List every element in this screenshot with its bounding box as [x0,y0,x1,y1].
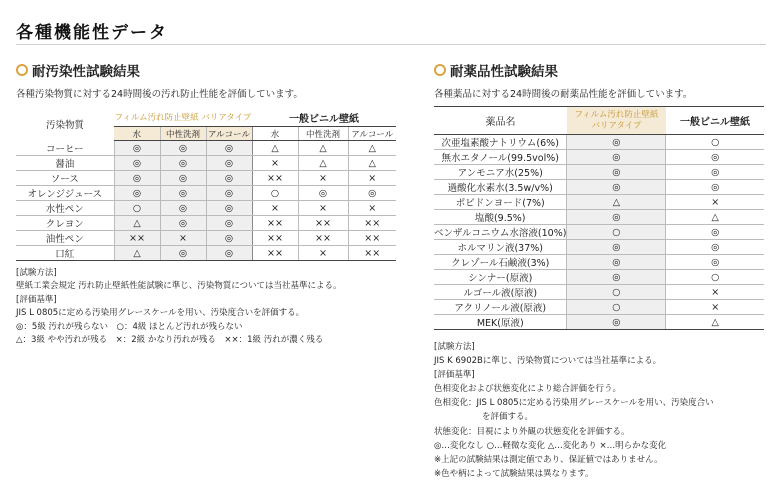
note-line: [評価基準] [16,294,57,305]
subcol-header: 中性洗剤 [298,127,348,141]
stain-rating-cell: ◎ [298,186,348,201]
stain-rating-cell: △ [114,216,160,231]
chem-row [434,315,764,330]
stain-row [16,231,396,246]
stain-rating-cell: ◎ [114,186,160,201]
chem-row [434,270,764,285]
stain-row [16,186,396,201]
stain-row-name: 水性ペン [16,201,114,216]
stain-row-name: オレンジジュース [16,186,114,201]
chem-notes [434,340,764,481]
stain-table [16,108,396,261]
stain-rating-cell: ◎ [160,186,206,201]
chem-col-film [567,107,666,135]
note-line: JIS K 6902Bに準じ、汚染物質については当社基準による。 [434,356,662,367]
note-line: 状態変化：目視により外観の状態変化を評価する。 [434,426,630,437]
stain-heading-text: 耐汚染性試験結果 [32,64,140,80]
stain-rating-cell: ×× [298,231,348,246]
chem-col-vinyl: 一般ビニル壁紙 [666,107,764,135]
chem-row [434,285,764,300]
chem-row-name: MEK(原液) [434,315,567,330]
chem-row [434,240,764,255]
chem-film-rating: ◎ [567,255,666,270]
stain-rating-cell: × [298,201,348,216]
chem-film-rating: △ [567,195,666,210]
chem-film-rating: ○ [567,285,666,300]
stain-rating-cell: ◎ [206,141,252,156]
stain-rating-cell: ×× [252,216,298,231]
note-line: を評価する。 [482,412,534,423]
note-line: ※色や柄によって試験結果は異なります。 [434,468,594,479]
stain-rating-cell: ◎ [206,201,252,216]
note-line: [試験方法] [434,342,475,352]
chem-row-name: 塩酸(9.5%) [434,210,567,225]
chem-film-rating: ◎ [567,210,666,225]
note-line: JIS L 0805に定める汚染用グレースケールを用い、汚染度合いを評価する。 [16,308,305,319]
stain-rating-cell: △ [298,141,348,156]
chem-row-name: アンモニア水(25%) [434,165,567,180]
chem-row-name: 過酸化水素水(3.5w/v%) [434,180,567,195]
note-line: △：3級 やや汚れが残る ×：2級 かなり汚れが残る ××：1級 汚れが濃く残る [16,335,324,346]
note-line: 色相変化：JIS L 0805に定める汚染用グレースケールを用い、汚染度合い [434,398,714,409]
stain-rating-cell: ◎ [114,141,160,156]
chem-heading-text: 耐薬品性試験結果 [450,64,558,80]
stain-row [16,246,396,261]
chem-film-rating: ◎ [567,270,666,285]
stain-rating-cell: ◎ [160,156,206,171]
stain-rating-cell: △ [252,141,298,156]
stain-col-film: フィルム汚れ防止壁紙 バリアタイプ [114,113,252,123]
chem-row [434,165,764,180]
chem-row [434,150,764,165]
stain-rating-cell: ◎ [160,201,206,216]
stain-row-name: 醤油 [16,156,114,171]
stain-rating-cell: × [348,171,396,186]
chem-table [434,106,764,330]
subcol-header: アルコール [206,127,252,141]
chem-row [434,255,764,270]
stain-row [16,171,396,186]
chem-row-name: アクリノール液(原液) [434,300,567,315]
stain-rating-cell: ○ [114,201,160,216]
chem-film-rating: ○ [567,300,666,315]
stain-rating-cell: ×× [252,246,298,261]
note-line: ◎…変化なし ○…軽微な変化 △…変化あり ×…明らかな変化 [434,440,667,451]
chem-film-rating: ◎ [567,180,666,195]
chem-col-item: 薬品名 [434,107,567,135]
stain-rating-cell: × [252,156,298,171]
page-title: 各種機能性データ [16,23,168,43]
chem-vinyl-rating: △ [666,210,764,225]
stain-description: 各種汚染物質に対する24時間後の汚れ防止性能を評価しています。 [16,89,303,100]
chem-film-rating: ○ [567,225,666,240]
stain-rating-cell: ○ [252,186,298,201]
chem-vinyl-rating: × [666,195,764,210]
stain-col-vinyl: 一般ビニル壁紙 [289,113,359,125]
subcol-header: 中性洗剤 [160,127,206,141]
note-line: [試験方法] [16,268,57,278]
stain-rating-cell: ×× [348,231,396,246]
chem-row-name: 無水エタノール(99.5vol%) [434,150,567,165]
stain-rating-cell: △ [348,156,396,171]
chem-film-rating: ◎ [567,165,666,180]
circle-bullet-icon [434,64,446,76]
note-line: ◎：5級 汚れが残らない ○：4級 ほとんど汚れが残らない [16,321,243,332]
chem-row [434,300,764,315]
chem-section [434,60,764,481]
stain-row [16,201,396,216]
chem-vinyl-rating: ◎ [666,150,764,165]
subcol-header: 水 [252,127,298,141]
chem-vinyl-rating: ◎ [666,255,764,270]
chem-vinyl-rating: × [666,300,764,315]
chem-col-film-line2: バリアタイプ [591,120,642,131]
chem-vinyl-rating: ◎ [666,165,764,180]
chem-row-name: ベンザルコニウム水溶液(10%) [434,225,567,240]
subcol-header: アルコール [348,127,396,141]
stain-rating-cell: ×× [348,246,396,261]
stain-rating-cell: ◎ [160,141,206,156]
stain-row-name: クレヨン [16,216,114,231]
note-line: ※上記の試験結果は測定値であり、保証値ではありません。 [434,454,663,465]
chem-col-film-line1: フィルム汚れ防止壁紙 [574,109,659,120]
stain-rating-cell: △ [298,156,348,171]
chem-vinyl-rating: ◎ [666,240,764,255]
stain-row-name: 口紅 [16,246,114,261]
stain-rating-cell: △ [348,141,396,156]
stain-rating-cell: △ [114,246,160,261]
note-line: 壁紙工業会規定 汚れ防止壁紙性能試験に準じ、汚染物質については当社基準による。 [16,281,342,292]
chem-description: 各種薬品に対する24時間後の耐薬品性能を評価しています。 [434,89,693,100]
stain-rating-cell: ◎ [206,216,252,231]
chem-vinyl-rating: ◎ [666,225,764,240]
chem-film-rating: ◎ [567,135,666,150]
stain-rating-cell: ◎ [348,186,396,201]
stain-row-name: 油性ペン [16,231,114,246]
chem-vinyl-rating: △ [666,315,764,330]
chem-row [434,195,764,210]
stain-rating-cell: ◎ [206,171,252,186]
chem-vinyl-rating: ○ [666,270,764,285]
stain-rating-cell: ◎ [206,231,252,246]
stain-rating-cell: ◎ [160,246,206,261]
stain-row-name: ソース [16,171,114,186]
stain-rating-cell: × [348,201,396,216]
chem-row [434,210,764,225]
subcol-header: 水 [114,127,160,141]
stain-heading [16,60,396,80]
chem-row-name: ポビドンヨード(7%) [434,195,567,210]
chem-film-rating: ◎ [567,240,666,255]
chem-row [434,225,764,240]
title-divider [16,44,766,45]
stain-row-name: コーヒー [16,141,114,156]
note-line: [評価基準] [434,370,475,381]
stain-rating-cell: × [298,246,348,261]
chem-row-name: クレゾール石鹸液(3%) [434,255,567,270]
chem-row-name: 次亜塩素酸ナトリウム(6%) [434,135,567,150]
stain-notes [16,267,396,347]
stain-rating-cell: ×× [298,216,348,231]
chem-heading [434,60,764,80]
chem-vinyl-rating: ◎ [666,180,764,195]
circle-bullet-icon [16,64,28,76]
chem-row-name: ホルマリン液(37%) [434,240,567,255]
stain-row [16,156,396,171]
stain-rating-cell: × [160,231,206,246]
stain-rating-cell: ×× [252,231,298,246]
note-line: 色相変化および状態変化により総合評価を行う。 [434,384,622,395]
stain-rating-cell: ◎ [114,171,160,186]
stain-rating-cell: ◎ [160,216,206,231]
chem-film-rating: ◎ [567,150,666,165]
chem-row [434,135,764,150]
chem-row [434,180,764,195]
stain-rating-cell: ×× [114,231,160,246]
stain-rating-cell: × [298,171,348,186]
stain-rating-cell: ◎ [160,171,206,186]
stain-section [16,60,396,347]
stain-rating-cell: ◎ [206,156,252,171]
stain-row [16,141,396,156]
chem-vinyl-rating: ○ [666,135,764,150]
stain-rating-cell: ◎ [114,156,160,171]
stain-col-item: 汚染物質 [45,120,84,132]
chem-row-name: ルゴール液(原液) [434,285,567,300]
stain-rating-cell: × [252,201,298,216]
stain-rating-cell: ◎ [206,186,252,201]
chem-row-name: シンナー(原液) [434,270,567,285]
stain-row [16,216,396,231]
chem-vinyl-rating: × [666,285,764,300]
stain-rating-cell: ◎ [206,246,252,261]
stain-rating-cell: ×× [252,171,298,186]
chem-film-rating: ◎ [567,315,666,330]
stain-rating-cell: ×× [348,216,396,231]
